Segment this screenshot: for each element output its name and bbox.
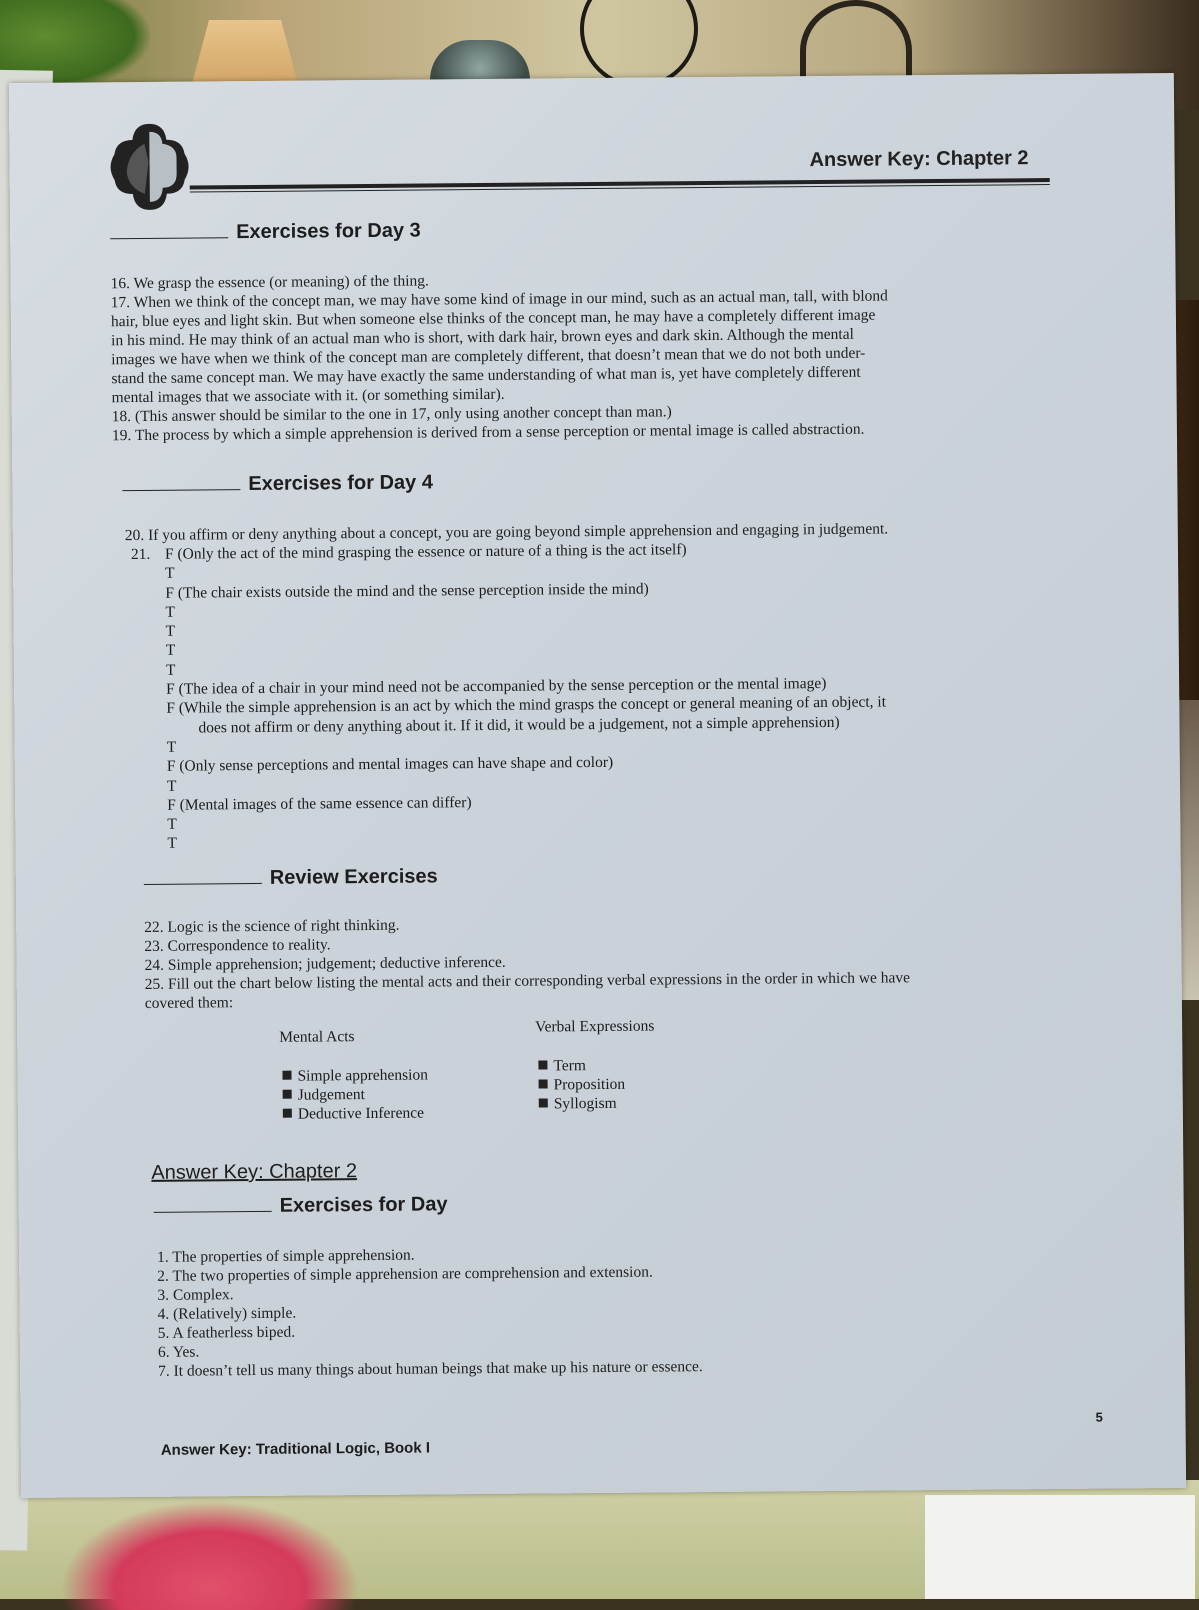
title-blank-line — [144, 883, 262, 885]
tf-answer: T — [165, 661, 176, 679]
mental-act-item — [283, 1084, 429, 1104]
section-title-day-next — [154, 1193, 448, 1219]
tf-answer: T — [165, 603, 176, 621]
answer-line: 25. Fill out the chart below listing the mental acts and their corresponding verbal expressions in the order in which we have — [144, 969, 911, 993]
tf-answer: T — [167, 835, 178, 853]
review-answers — [144, 910, 1055, 1013]
answer-line: 18. (This answer should be similar to the one in 17, only using another concept than man.) — [111, 403, 672, 426]
q21-label: 21. — [130, 545, 151, 564]
verbal-expression-label: Proposition — [553, 1075, 626, 1094]
chart-col1-head: Mental Acts — [279, 1028, 355, 1046]
day3-answers — [111, 266, 1042, 445]
paper-card — [925, 1495, 1195, 1599]
answer-line: 6. Yes. — [157, 1343, 200, 1361]
answer-line: 23. Correspondence to reality. — [144, 936, 331, 955]
title-blank-line — [122, 489, 240, 491]
verbal-expression-item — [538, 1056, 625, 1076]
bullet-square-icon — [283, 1090, 292, 1099]
answer-line: stand the same concept man. We may have exactly the same understanding of what man is, yet have completely different — [111, 363, 861, 388]
tf-answer: F (While the simple apprehension is an act by which the mind grasps the concept or general meaning of an object, it — [166, 693, 887, 718]
tf-answer: T — [166, 777, 177, 795]
tf-answer: F (Mental images of the same essence can differ) — [167, 793, 472, 814]
answer-line: 1. The properties of simple apprehension. — [157, 1246, 415, 1266]
chart-col2-head: Verbal Expressions — [535, 1017, 655, 1036]
mental-act-label: Deductive Inference — [297, 1104, 425, 1123]
answer-line: 5. A featherless biped. — [157, 1323, 296, 1342]
bullet-square-icon — [539, 1098, 548, 1107]
mental-act-label: Simple apprehension — [297, 1066, 429, 1085]
flower-pattern — [60, 1500, 360, 1610]
answer-line: hair, blue eyes and light skin. But when someone else thinks of the concept man, he may have a completely different image — [110, 306, 876, 331]
tf-answer: T — [165, 642, 176, 660]
answer-line: 7. It doesn’t tell us many things about human beings that make up his nature or essence. — [158, 1358, 703, 1380]
answer-line: 22. Logic is the science of right thinking. — [144, 916, 400, 936]
title-blank-line — [110, 237, 228, 239]
tf-answer: T — [167, 815, 177, 833]
tf-answer: F (Only the act of the mind grasping the essence or nature of a thing is the act itself) — [164, 541, 687, 563]
answer-line: mental images that we associate with it. (or something similar). — [111, 385, 505, 407]
tf-answer-continued: does not affirm or deny anything about it. If it did, it would be a judgement, not a simple apprehension) — [198, 713, 840, 737]
q21-answers — [165, 537, 1038, 853]
answer-line: in his mind. He may think of an actual man who is short, with dark hair, brown eyes and dark skin. Although the mental — [111, 325, 854, 350]
tf-answer: F (The chair exists outside the mind and the sense perception inside the mind) — [165, 580, 649, 602]
bullet-square-icon — [282, 1071, 291, 1080]
section-title-day3 — [110, 220, 421, 246]
chapter-header: Answer Key: Chapter 2 — [809, 147, 1029, 172]
answer-line: covered them: — [144, 994, 234, 1012]
answer-line: 17. When we think of the concept man, we may have some kind of image in our mind, such as an actual man, tall, with blond — [110, 287, 888, 312]
answer-line: images we have when we think of the concept man are completely different, that doesn’t mean that we do not both under- — [111, 344, 866, 369]
mental-acts-list — [282, 1065, 428, 1123]
section-title-text: Exercises for Day — [279, 1193, 448, 1217]
page-number: 5 — [1095, 1409, 1103, 1425]
verbal-expression-label: Term — [553, 1057, 587, 1075]
tf-answer: F (The idea of a chair in your mind need not be accompanied by the sense perception or the mental image) — [166, 675, 827, 698]
answer-line: 3. Complex. — [157, 1286, 234, 1304]
workbook-page — [9, 73, 1186, 1498]
answer-line: 19. The process by which a simple apprehension is derived from a sense perception or mental image is called abstraction. — [111, 420, 865, 445]
mental-act-label: Judgement — [297, 1086, 365, 1104]
mental-act-item — [282, 1065, 428, 1085]
day-next-answers — [157, 1240, 1038, 1381]
answer-key-heading: Answer Key: Chapter 2 — [151, 1160, 358, 1184]
section-title-text: Review Exercises — [269, 865, 438, 889]
tf-answer: F (Only sense perceptions and mental images can have shape and color) — [166, 754, 614, 776]
tf-answer: T — [165, 564, 175, 583]
answer-line: 4. (Relatively) simple. — [157, 1304, 297, 1323]
tf-answer: T — [166, 738, 177, 756]
verbal-expressions-list — [538, 1056, 625, 1114]
section-title-review — [144, 865, 438, 891]
bullet-square-icon — [538, 1060, 547, 1069]
verbal-expression-item — [539, 1075, 626, 1095]
verbal-expression-item — [539, 1094, 626, 1114]
section-title-text: Exercises for Day 4 — [248, 471, 434, 496]
answer-line: 20. If you affirm or deny anything about a concept, you are going beyond simple apprehension and engaging in judgement. — [124, 520, 889, 545]
verbal-expression-label: Syllogism — [553, 1094, 617, 1113]
section-title-text: Exercises for Day 3 — [236, 219, 421, 244]
answer-line: 2. The two properties of simple apprehension are comprehension and extension. — [157, 1263, 653, 1285]
bullet-square-icon — [539, 1079, 548, 1088]
section-title-day4 — [122, 471, 433, 497]
title-blank-line — [154, 1211, 272, 1213]
answer-line: 16. We grasp the essence (or meaning) of the thing. — [110, 272, 429, 293]
answer-line: 24. Simple apprehension; judgement; deductive inference. — [144, 953, 506, 974]
mental-act-item — [283, 1103, 429, 1123]
bullet-square-icon — [283, 1109, 292, 1118]
tf-answer: T — [165, 622, 176, 640]
book-footer: Answer Key: Traditional Logic, Book I — [160, 1439, 431, 1459]
logo-icon — [104, 121, 195, 212]
